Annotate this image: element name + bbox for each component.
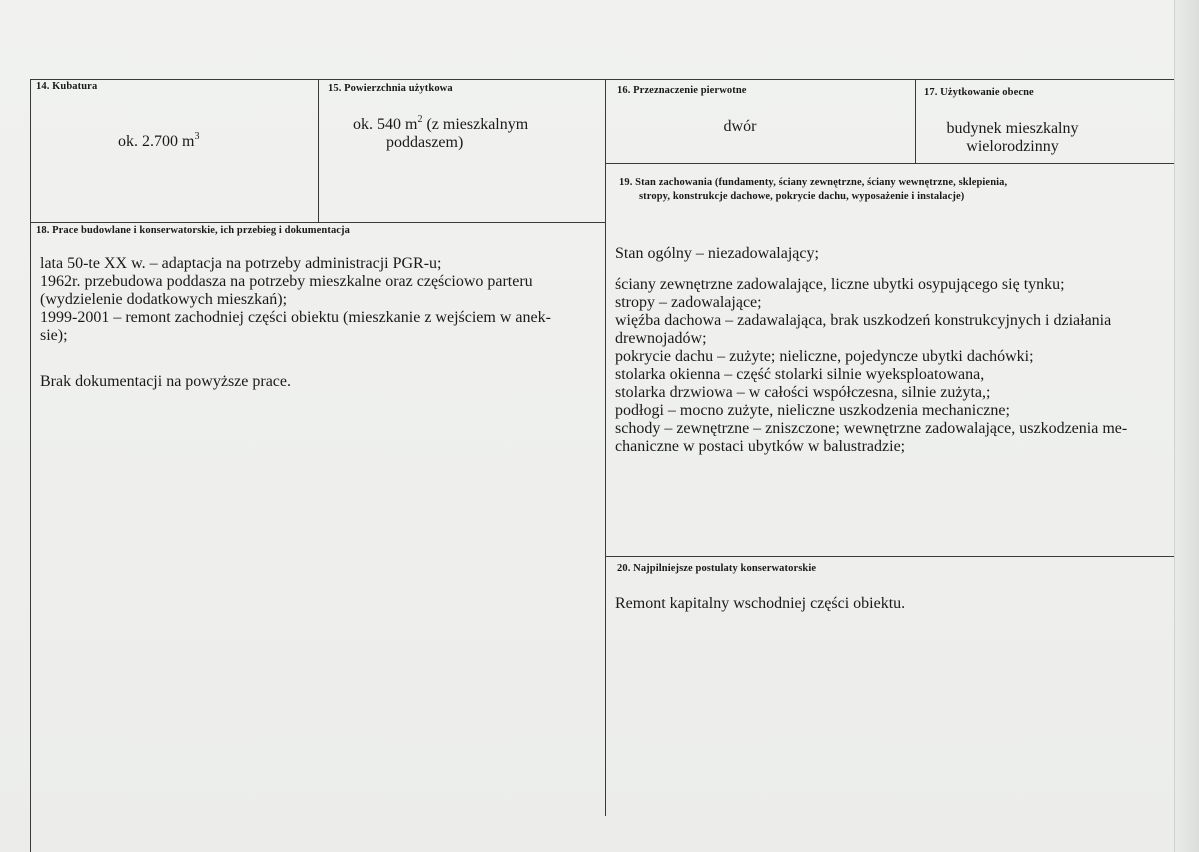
field-17-value-line1: budynek mieszkalny bbox=[946, 120, 1079, 137]
field-18-list bbox=[40, 255, 551, 345]
field-16-label: 16. Przeznaczenie pierwotne bbox=[617, 85, 747, 96]
field-20-value: Remont kapitalny wschodniej części obiektu. bbox=[615, 595, 906, 612]
field-16-value: dwór bbox=[723, 118, 757, 135]
field-17-value-line2: wielorodzinny bbox=[966, 138, 1059, 155]
field-15-value-sup: 2 bbox=[417, 114, 423, 125]
field-18-line: lata 50-te XX w. – adaptacja na potrzeby administracji PGR-u; bbox=[40, 255, 442, 272]
field-17-label: 17. Użytkowanie obecne bbox=[924, 87, 1034, 98]
rule-top bbox=[30, 79, 1174, 80]
field-14-value-sup: 3 bbox=[194, 131, 200, 142]
field-15-value-rest: (z mieszkalnym bbox=[422, 116, 529, 133]
field-14-value-main: ok. 2.700 m bbox=[118, 133, 195, 150]
field-19-line: stolarka okienna – część stolarki silnie wyeksploatowana, bbox=[615, 366, 985, 383]
field-19-line: więźba dachowa – zadawalająca, brak uszkodzeń konstrukcyjnych i działania bbox=[615, 312, 1112, 329]
rule-v-left bbox=[30, 79, 31, 852]
field-18-line: (wydzielenie dodatkowych mieszkań); bbox=[40, 291, 288, 308]
field-18-label: 18. Prace budowlane i konserwatorskie, ich przebieg i dokumentacja bbox=[36, 225, 351, 236]
rule-v-center bbox=[605, 79, 606, 816]
field-19-line: schody – zewnętrzne – zniszczone; wewnętrzne zadowalające, uszkodzenia me- bbox=[615, 420, 1128, 437]
field-15-value-line1 bbox=[353, 116, 528, 134]
field-19-line: pokrycie dachu – zużyte; nieliczne, pojedyncze ubytki dachówki; bbox=[615, 348, 1034, 365]
field-18-line: 1962r. przebudowa poddasza na potrzeby mieszkalne oraz częściowo parteru bbox=[40, 273, 533, 290]
field-19-line: stolarka drzwiowa – w całości współczesna, silnie zużyta,; bbox=[615, 384, 991, 401]
rule-mid-right bbox=[605, 163, 1174, 164]
rule-v-14-15 bbox=[318, 79, 319, 222]
paper-edge bbox=[1174, 0, 1199, 852]
field-19-line: chaniczne w postaci ubytków w balustradzie; bbox=[615, 438, 906, 455]
field-15-label: 15. Powierzchnia użytkowa bbox=[328, 83, 453, 94]
field-19-line: drewnojadów; bbox=[615, 330, 707, 347]
field-20-label: 20. Najpilniejsze postulaty konserwatorskie bbox=[617, 563, 817, 574]
field-19-label-line2: stropy, konstrukcje dachowe, pokrycie dachu, wyposażenie i instalacje) bbox=[639, 191, 965, 202]
field-19-list bbox=[615, 276, 1127, 456]
field-19-general: Stan ogólny – niezadowalający; bbox=[615, 245, 819, 262]
field-14-label: 14. Kubatura bbox=[36, 81, 98, 92]
field-19-line: podłogi – mocno zużyte, nieliczne uszkodzenia mechaniczne; bbox=[615, 402, 1010, 419]
field-14-value bbox=[118, 133, 199, 151]
rule-lower-right bbox=[605, 556, 1174, 557]
field-18-line: 1999-2001 – remont zachodniej części obiektu (mieszkanie z wejściem w anek- bbox=[40, 309, 551, 326]
field-19-line: stropy – zadowalające; bbox=[615, 294, 762, 311]
field-18-line: sie); bbox=[40, 327, 68, 344]
field-18-note: Brak dokumentacji na powyższe prace. bbox=[40, 373, 292, 390]
field-19-line: ściany zewnętrzne zadowalające, liczne ubytki osypującego się tynku; bbox=[615, 276, 1065, 293]
rule-v-16-17 bbox=[915, 79, 916, 163]
field-15-value-line2: poddaszem) bbox=[386, 134, 464, 151]
rule-mid-left bbox=[30, 222, 605, 223]
field-15-value-main: ok. 540 m bbox=[353, 116, 418, 133]
field-19-label-line1: 19. Stan zachowania (fundamenty, ściany zewnętrzne, ściany wewnętrzne, sklepienia, bbox=[619, 177, 1008, 188]
